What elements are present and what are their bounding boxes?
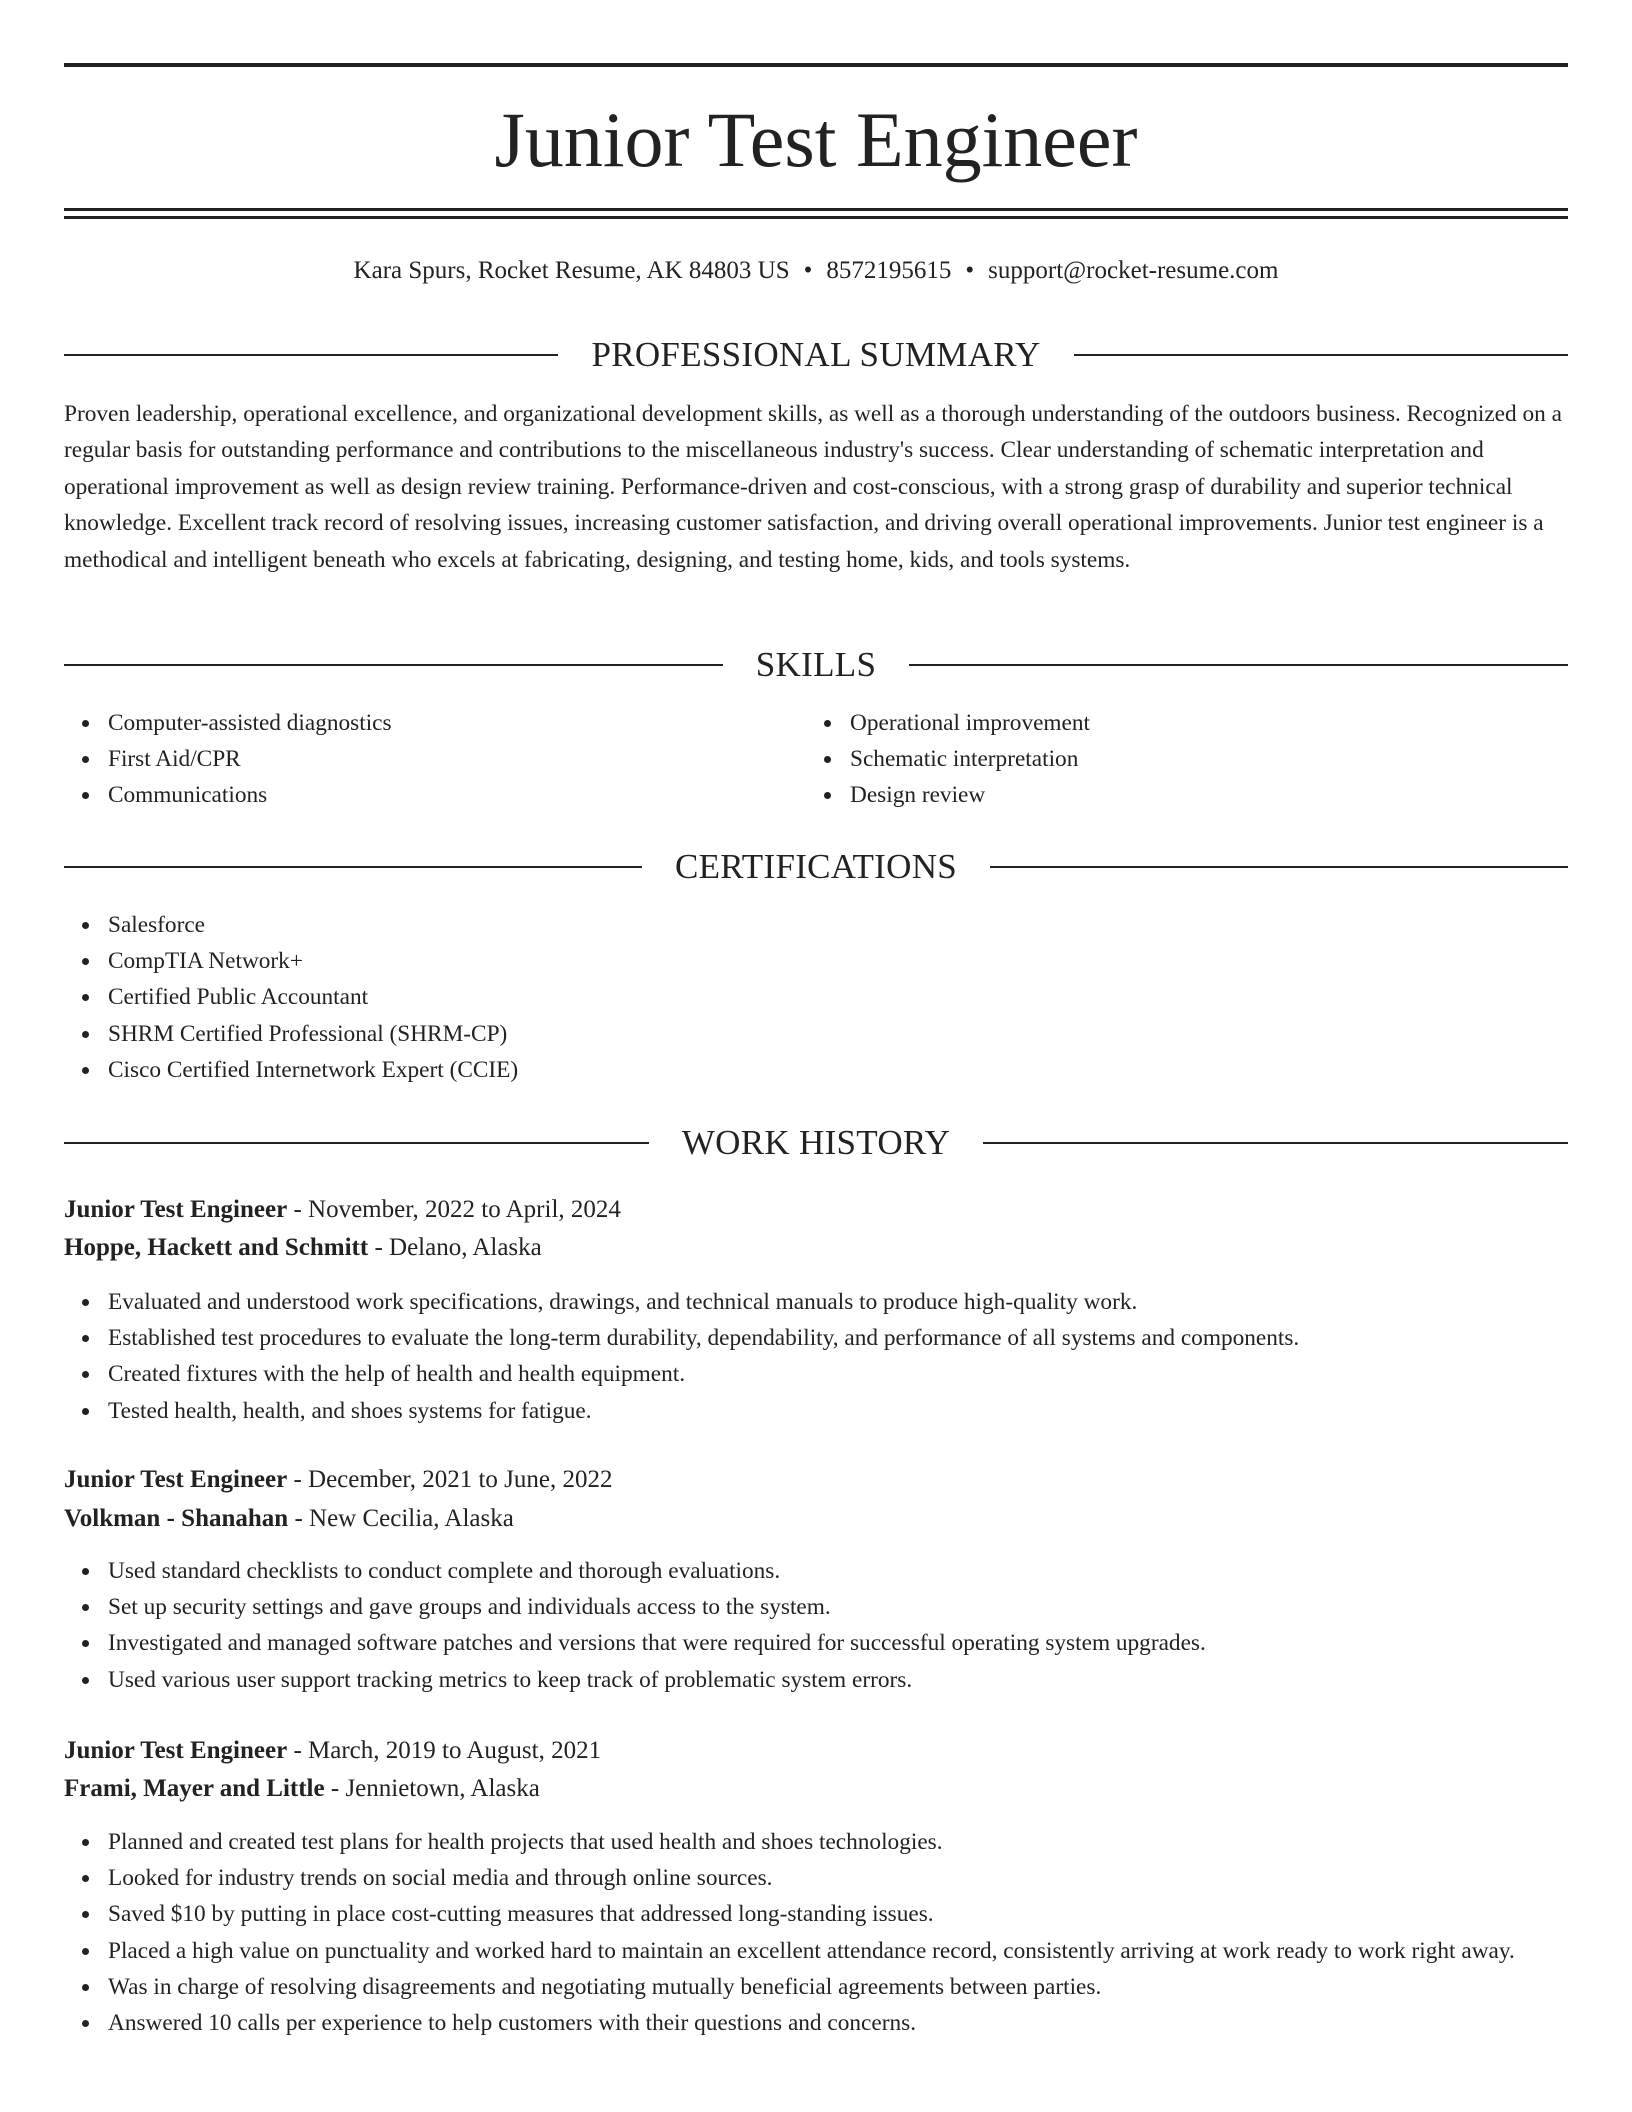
list-item: First Aid/CPR <box>108 741 808 777</box>
contact-email: support@rocket-resume.com <box>988 257 1279 284</box>
skills-heading-text: SKILLS <box>755 645 877 684</box>
job-dates: March, 2019 to August, 2021 <box>308 1737 602 1764</box>
job-company-line <box>64 1229 1568 1267</box>
job-title-line <box>64 1732 1568 1770</box>
heading-rule-left <box>64 866 642 868</box>
top-rule <box>64 63 1568 67</box>
job-location: Delano, Alaska <box>389 1234 542 1261</box>
list-item: CompTIA Network+ <box>108 943 1568 979</box>
summary-heading <box>64 333 1568 377</box>
certifications-heading-text: CERTIFICATIONS <box>674 847 958 886</box>
job-separator: - <box>293 1196 302 1223</box>
list-item: Placed a high value on punctuality and worked hard to maintain an excellent attendance record, consistently arriving at work ready to work right away. <box>108 1933 1592 1969</box>
job-dates: December, 2021 to June, 2022 <box>308 1466 613 1493</box>
job-title: Junior Test Engineer <box>64 1466 288 1493</box>
job-company-line <box>64 1500 1568 1538</box>
skills-list-left <box>64 705 808 814</box>
job-title-line <box>64 1191 1568 1229</box>
list-item: Communications <box>108 777 808 813</box>
title-double-rule-upper <box>64 208 1568 211</box>
list-item: Established test procedures to evaluate the long-term durability, dependability, and performance of all systems and components. <box>108 1320 1568 1356</box>
list-item: Looked for industry trends on social media and through online sources. <box>108 1860 1592 1896</box>
list-item: Operational improvement <box>850 705 1550 741</box>
heading-rule-left <box>64 664 723 666</box>
job-bullets <box>64 1284 1568 1429</box>
contact-separator: • <box>965 257 975 284</box>
summary-text: Proven leadership, operational excellence, and organizational development skills, as well as a thorough understanding of the outdoors business. Recognized on a regular basis for outstanding performance and contributions to the miscellaneous industry's success. Clear understanding of schematic interpretation and operational improvement as well as design review training. Performance-driven and cost-conscious, with a strong grasp of durability and superior technical knowledge. Excellent track record of resolving issues, increasing customer satisfaction, and driving overall operational improvements. Junior test engineer is a methodical and intelligent beneath who excels at fabricating, designing, and testing home, kids, and tools systems. <box>64 401 1562 573</box>
list-item: Cisco Certified Internetwork Expert (CCIE) <box>108 1052 1568 1088</box>
skills-list-right <box>806 705 1550 814</box>
list-item: Used standard checklists to conduct complete and thorough evaluations. <box>108 1553 1568 1589</box>
job-title-line <box>64 1461 1568 1499</box>
job-dates: November, 2022 to April, 2024 <box>308 1196 621 1223</box>
heading-rule-right <box>1074 354 1568 356</box>
list-item: Answered 10 calls per experience to help customers with their questions and concerns. <box>108 2005 1592 2041</box>
contact-address: Kara Spurs, Rocket Resume, AK 84803 US <box>353 257 790 284</box>
summary-heading-text: PROFESSIONAL SUMMARY <box>591 335 1041 374</box>
certifications-list <box>64 907 1568 1088</box>
list-item: Tested health, health, and shoes systems for fatigue. <box>108 1393 1568 1429</box>
job-company: Hoppe, Hackett and Schmitt <box>64 1234 369 1261</box>
heading-rule-right <box>990 866 1568 868</box>
job-title: Junior Test Engineer <box>64 1196 288 1223</box>
work-history-heading <box>64 1121 1568 1165</box>
list-item: SHRM Certified Professional (SHRM-CP) <box>108 1016 1568 1052</box>
job-separator: - <box>293 1466 302 1493</box>
job-separator: - <box>374 1234 383 1261</box>
page-title: Junior Test Engineer <box>494 96 1138 183</box>
job-separator: - <box>294 1505 303 1532</box>
certifications-heading <box>64 845 1568 889</box>
skills-heading <box>64 643 1568 687</box>
list-item: Evaluated and understood work specifications, drawings, and technical manuals to produce high-quality work. <box>108 1284 1568 1320</box>
job-company-line <box>64 1770 1568 1808</box>
job-title: Junior Test Engineer <box>64 1737 288 1764</box>
list-item: Planned and created test plans for health projects that used health and shoes technologies. <box>108 1824 1592 1860</box>
heading-rule-right <box>909 664 1568 666</box>
list-item: Salesforce <box>108 907 1568 943</box>
heading-rule-right <box>983 1142 1568 1144</box>
job-location: New Cecilia, Alaska <box>309 1505 514 1532</box>
list-item: Was in charge of resolving disagreements and negotiating mutually beneficial agreements between parties. <box>108 1969 1592 2005</box>
job-separator: - <box>293 1737 302 1764</box>
job-bullets <box>64 1824 1592 2041</box>
contact-separator: • <box>803 257 813 284</box>
contact-phone: 8572195615 <box>826 257 952 284</box>
heading-rule-left <box>64 1142 649 1144</box>
list-item: Saved $10 by putting in place cost-cutting measures that addressed long-standing issues. <box>108 1896 1592 1932</box>
list-item: Used various user support tracking metrics to keep track of problematic system errors. <box>108 1662 1568 1698</box>
list-item: Computer-assisted diagnostics <box>108 705 808 741</box>
list-item: Schematic interpretation <box>850 741 1550 777</box>
job-location: Jennietown, Alaska <box>345 1775 540 1802</box>
list-item: Set up security settings and gave groups and individuals access to the system. <box>108 1589 1568 1625</box>
list-item: Investigated and managed software patches and versions that were required for successful operating system upgrades. <box>108 1625 1568 1661</box>
heading-rule-left <box>64 354 558 356</box>
job-company: Frami, Mayer and Little <box>64 1775 325 1802</box>
work-history-heading-text: WORK HISTORY <box>681 1123 951 1162</box>
contact-line <box>64 254 1568 288</box>
job-bullets <box>64 1553 1568 1698</box>
list-item: Created fixtures with the help of health and health equipment. <box>108 1356 1568 1392</box>
job-company: Volkman - Shanahan <box>64 1505 289 1532</box>
list-item: Design review <box>850 777 1550 813</box>
job-separator: - <box>330 1775 340 1802</box>
list-item: Certified Public Accountant <box>108 979 1568 1015</box>
title-double-rule-lower <box>64 216 1568 219</box>
